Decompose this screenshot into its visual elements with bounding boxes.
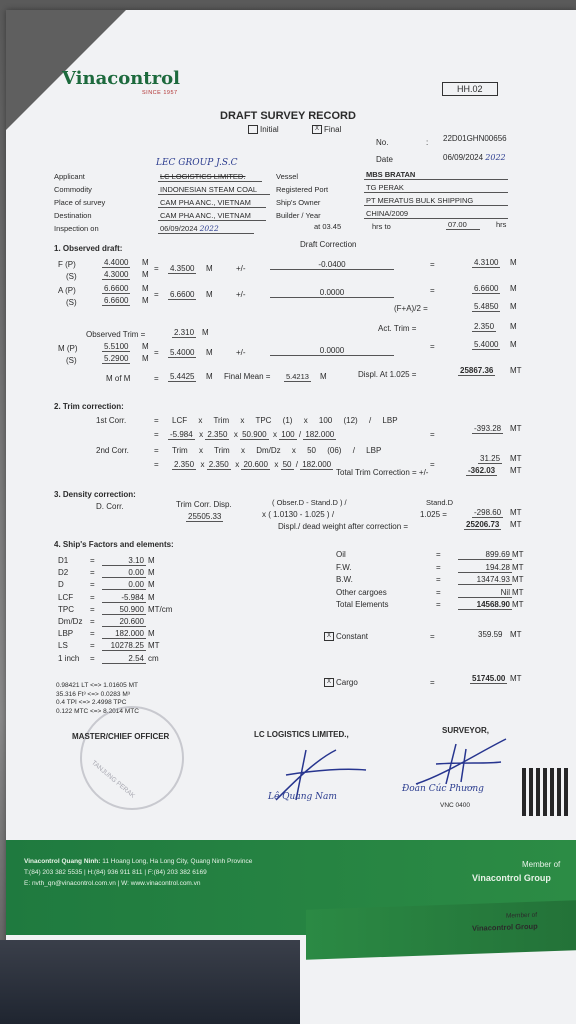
checkbox-icon (248, 125, 258, 134)
density-corr-label: D. Corr. (96, 502, 124, 511)
unit-m: M (206, 264, 213, 273)
act-trim-value: 2.350 (474, 322, 495, 331)
unit-m: M (320, 372, 327, 381)
factor-unit: MT (148, 641, 160, 651)
ms-label: (S) (66, 356, 77, 365)
equals-sign: = (436, 587, 441, 597)
factor-value: -5.984 (102, 593, 146, 603)
applicant-label: Applicant (54, 172, 85, 181)
observed-trim-label: Observed Trim = (86, 330, 146, 339)
equals-sign: = (154, 264, 159, 273)
equals-sign: = (430, 286, 435, 295)
first-correction-label: 1st Corr. (96, 416, 127, 425)
equals-sign: = (154, 290, 159, 299)
fp-label: F (P) (58, 260, 76, 269)
equals-sign: = (154, 374, 159, 383)
conversion-notes: 0.98421 LT <=> 1.01605 MT 35.316 Ft³ <=> 0.0283 M³ 0.4 TPI <=> 2.4998 TPC 0.122 MTC <=> 8.2014 MTC (56, 682, 139, 715)
mofm-label: M of M (106, 374, 131, 383)
density-formula-1: ( Obser.D - Stand.D ) / (272, 498, 347, 507)
ap-value: 6.6600 (104, 284, 129, 293)
footer-phones: T:(84) 203 382 5535 | H:(84) 936 911 811 | F:(84) 203 382 6169 (24, 869, 207, 876)
checkbox-checked-icon: X (312, 125, 322, 134)
factor-unit: M (148, 568, 155, 578)
aft-correction: 0.0000 (270, 288, 394, 298)
density-formula-3: x ( 1.0130 - 1.025 ) / (262, 510, 335, 519)
unit-m: M (142, 354, 149, 363)
ms-value: 5.2900 (104, 354, 129, 363)
footer-emails: E: nvth_qn@vinacontrol.com.vn | W: www.vinacontrol.com.vn (24, 880, 201, 887)
no-label: No. (376, 138, 389, 147)
owner-value: PT MERATUS BULK SHIPPING (364, 196, 508, 206)
unit-m: M (202, 328, 209, 337)
inspection-time-to: 07.00 (446, 220, 480, 230)
final-mean-label: Final Mean = (224, 372, 271, 381)
mp-value: 5.5100 (104, 342, 129, 351)
equals-sign: = (90, 617, 95, 626)
plus-minus: +/- (236, 348, 246, 357)
first-correction-header: LCF x Trim x TPC (1) x 100 (12) / LBP (172, 416, 398, 425)
unit-m: M (206, 372, 213, 381)
observed-trim-value: 2.310 (174, 328, 195, 337)
factor-value: 10278.25 (102, 641, 146, 651)
total-trim-value: -362.03 (468, 466, 496, 475)
unit-mt: MT (510, 466, 522, 475)
stamp-text: TANJUNG PERAK (90, 759, 136, 800)
factor-unit: M (148, 556, 155, 565)
element-key: Other cargoes (336, 587, 387, 597)
since-label: SINCE 1957 (142, 90, 178, 96)
factor-key: D1 (58, 556, 69, 565)
equals-sign: = (436, 562, 441, 572)
as-value: 6.6600 (104, 296, 129, 305)
factor-unit: M (148, 629, 155, 639)
equals-sign: = (430, 460, 435, 469)
act-trim-label: Act. Trim = (378, 324, 417, 333)
displacement-label: Displ. At 1.025 = (358, 370, 417, 379)
density-formula-4: 1.025 = (420, 510, 447, 519)
ap-label: A (P) (58, 286, 76, 295)
equals-sign: = (90, 592, 95, 602)
record-number: 22D01GHN00656 (443, 134, 507, 143)
unit-mt: MT (510, 520, 522, 529)
plus-minus: +/- (236, 290, 246, 299)
section-density-correction: 3. Density correction: (54, 490, 136, 499)
unit-m: M (206, 290, 213, 299)
factor-value: 182.000 (102, 629, 146, 639)
unit-m: M (142, 270, 149, 279)
equals-sign: = (430, 430, 435, 439)
lc-signature-label: LC LOGISTICS LIMITED., (254, 730, 349, 739)
mid-corrected: 5.4000 (474, 340, 499, 349)
first-correction-values: -5.984 x 2.350 x 50.900 x 100 / 182.000 (170, 430, 335, 439)
aft-corrected: 6.6600 (474, 284, 499, 293)
unit-m: M (510, 302, 517, 311)
factor-value: 0.00 (102, 568, 146, 578)
vessel-label: Vessel (276, 172, 299, 181)
unit-mt: MT (510, 674, 522, 683)
factor-value: 2.54 (102, 654, 146, 664)
place-label: Place of survey (54, 198, 106, 207)
applicant-handwritten: LEC GROUP J.S.C (156, 158, 238, 168)
member-label-lower: Member of (506, 911, 538, 920)
second-correction-header: Trim x Trim x Dm/Dz x 50 (06) / LBP (172, 446, 382, 455)
element-value: 13474.93 (458, 575, 512, 585)
unit-mt: MT (512, 587, 524, 597)
member-label: Member of (522, 860, 561, 869)
lc-signer-name: Lê Quang Nam (268, 792, 337, 802)
unit-m: M (206, 348, 213, 357)
factor-unit: M (148, 592, 155, 602)
checkbox-checked-icon: X (324, 678, 334, 687)
density-formula-2: Stand.D (426, 498, 454, 507)
element-value: 14568.90 (458, 600, 512, 610)
unit-m: M (510, 322, 517, 331)
equals-sign: = (154, 416, 159, 425)
footer-address: Vinacontrol Quang Ninh: 11 Hoang Long, Ha Long City, Quang Ninh Province (24, 858, 253, 865)
hrs-label: hrs (496, 220, 507, 229)
factor-value: 20.600 (102, 617, 146, 627)
unit-mt: MT (510, 508, 522, 517)
equals-sign: = (436, 600, 441, 609)
mid-mean: 5.4000 (170, 348, 195, 357)
unit-m: M (510, 284, 517, 293)
equals-sign: = (154, 460, 159, 469)
builder-label: Builder / Year (276, 211, 321, 220)
unit-m: M (510, 340, 517, 349)
inspection-label: Inspection on (54, 224, 99, 233)
unit-mt: MT (510, 424, 522, 433)
mid-correction: 0.0000 (270, 346, 394, 356)
factor-unit: cm (148, 653, 159, 663)
checkbox-checked-icon: X (324, 632, 334, 641)
forward-mean: 4.3500 (170, 264, 195, 273)
equals-sign: = (90, 556, 95, 565)
unit-mt: MT (512, 550, 524, 559)
destination-value: CAM PHA ANC., VIETNAM (158, 211, 266, 221)
port-value: TG PERAK (364, 183, 508, 193)
constant-value: 359.59 (478, 630, 503, 639)
equals-sign: = (90, 568, 95, 578)
form-code: HH.02 (442, 82, 498, 96)
trim-corr-disp-label: Trim Corr. Disp. (176, 500, 232, 509)
group-name-lower: Vinacontrol Group (472, 921, 538, 933)
factor-value: 50.900 (102, 605, 146, 615)
factor-unit: M (148, 580, 155, 590)
aft-mean: 6.6600 (170, 290, 195, 299)
mofm-value: 5.4425 (170, 372, 195, 381)
section-observed-draft: 1. Observed draft: (54, 244, 123, 253)
equals-sign: = (436, 550, 441, 559)
first-correction-result: -393.28 (474, 424, 502, 433)
unit-mt: MT (512, 575, 524, 584)
unit-m: M (510, 258, 517, 267)
factor-key: Dm/Dz (58, 617, 83, 626)
footer-band-lower (306, 900, 576, 959)
factor-key: LCF (58, 592, 74, 602)
second-correction-values: 2.350 x 2.350 x 20.600 x 50 / 182.000 (174, 460, 332, 469)
survey-document: Vinacontrol SINCE 1957 HH.02 DRAFT SURVEY RECORD Initial X Final No. : 22D01GHN00656 Date 06/09/2024 2022 Applicant Commodity Place of survey Destination Inspection on LEC GROUP J.S.C LC LOGISTICS LIMITED. INDONESIAN STEAM COAL CAM PHA ANC., VIETNAM CAM PHA ANC., VIETNAM 06/09/2024 2022 Vessel Registered Port Ship's Owner Builder / Year at 03.45 MBS BRATAN TG PERAK PT MERATUS BULK SHIPPING CHINA/2009 hrs to 07.00 hrs 1. Observed draft: Draft Correction F (P) (S) 4.4000 4.3000 M M = 4.3500 M +/- -0.0400 = 4.3100 M A (P) (S) 6.6600 6.6600 M M = 6.6600 M +/- 0.0000 = 6.6600 M (F+A)/2 = 5.4850 M Act. Trim = 2.350 M Observed Trim = 2.310 M M (P) (S) 5.5100 5.2900 M M = 5.4000 M +/- 0.0000 = 5.4000 M M of M = 5.4425 M Final Mean = 5.4213 M Displ. At 1.025 = 25867.36 MT 2. Trim correction: 1st Corr. = = LCF x Trim x TPC (1) x 100 (12) / LBP -5.984 x 2.350 x 50.900 x 100 / 182.000 = -393.28 MT 2nd Corr. = = Trim x Trim x Dm/Dz x 50 (06) / LBP 2.350 x 2.350 x 20.600 x 50 / 182.000 = 31.25 MT Total Trim Correction = +/- -362.03 MT 3. Density correction: D. Corr. Trim Corr. Disp. 25505.33 ( Obser.D - Stand.D ) / Stand.D x ( 1.0130 - 1.025 ) / 1.025 = -298.60 MT Displ./ dead weight after correction = 25206.73 MT 4. Ship's Factors and elements: D1 = 3.10 M D2 = 0.00 M D = 0.00 M LCF = -5.984 M TPC = 50.900 MT/cm Dm/Dz = 20.600 LBP = 182.000 M LS = 10278.25 MT 1 inch = 2.54 cm 0.98421 LT <=> 1.01605 MT 35.316 Ft³ <=> 0.0283 M³ 0.4 TPI <=> 2.4998 TPC 0.122 MTC <=> 8.2014 MTC Oil = 899.69 MT F.W. = 194.28 MT B.W. = 13474.93 MT Other cargoes = Nil MT Total Elements = 14568.90 MT X Constant = 359.59 MT X Cargo = 51745.00 MT TANJUNG PERAK MASTER/CHIEF OFFICER LC LOGISTICS LIMITED., SURVEYOR, Lê Quang Nam Đoàn Cúc Phương VNC 0400 Vinacontrol Quang Ninh: 11 Hoang Long, Ha Long City, Quang Ninh Province T:(84) 203 382 5535 | H:(84) 936 911 811 | F:(84) 203 382 6169 E: nvth_qn@vinacontrol.com.vn | W: www.vinacontrol.com.vn Member of Vinacontrol Group Member of Vinacontrol Group (6, 10, 576, 1024)
factor-key: 1 inch (58, 653, 80, 663)
cargo-label: X Cargo (324, 678, 358, 687)
unit-mt: MT (510, 630, 522, 639)
final-mean-value: 5.4213 (286, 372, 309, 381)
date-label: Date (376, 155, 393, 164)
equals-sign: = (154, 430, 159, 439)
element-key: F.W. (336, 562, 352, 572)
unit-m: M (142, 284, 149, 293)
commodity-label: Commodity (54, 185, 92, 194)
vessel-value: MBS BRATAN (364, 170, 508, 180)
plus-minus: +/- (236, 264, 246, 273)
page-title: DRAFT SURVEY RECORD (220, 110, 356, 122)
qr-code-icon (522, 768, 570, 816)
factor-key: D (58, 580, 64, 590)
group-name: Vinacontrol Group (472, 873, 551, 883)
unit-mt: MT (510, 366, 522, 375)
equals-sign: = (436, 575, 441, 584)
master-signature-label: MASTER/CHIEF OFFICER (72, 732, 170, 741)
destination-label: Destination (54, 211, 92, 220)
after-correction-value: 25206.73 (466, 520, 500, 529)
applicant-value: LC LOGISTICS LIMITED. (158, 172, 262, 182)
equals-sign: = (430, 260, 435, 269)
equals-sign: = (154, 348, 159, 357)
constant-label: X Constant (324, 632, 368, 641)
factor-key: D2 (58, 568, 69, 578)
unit-mt: MT (510, 454, 522, 463)
density-result: -298.60 (474, 508, 502, 517)
unit-m: M (142, 258, 149, 267)
element-value: 194.28 (458, 563, 512, 573)
section-trim-correction: 2. Trim correction: (54, 402, 124, 411)
surveyor-signature-label: SURVEYOR, (442, 726, 489, 735)
equals-sign: = (430, 342, 435, 351)
factor-value: 0.00 (102, 580, 146, 590)
equals-sign: = (90, 629, 95, 639)
equals-sign: = (90, 580, 95, 590)
surveyor-name: Đoàn Cúc Phương (402, 784, 484, 794)
vinacontrol-logo: Vinacontrol (62, 68, 180, 89)
forward-correction: -0.0400 (270, 260, 394, 270)
equals-sign: = (430, 632, 435, 641)
builder-value: CHINA/2009 (364, 209, 508, 219)
inspection-time-from: at 03.45 (314, 222, 342, 231)
hrs-to-label: hrs to (372, 222, 391, 231)
fs-label: (S) (66, 272, 77, 281)
element-value: 899.69 (458, 550, 512, 560)
second-correction-label: 2nd Corr. (96, 446, 129, 455)
fa2-value: 5.4850 (474, 302, 499, 311)
record-date: 06/09/2024 2022 (443, 153, 506, 162)
mp-label: M (P) (58, 344, 78, 353)
factor-key: TPC (58, 604, 74, 614)
forward-corrected: 4.3100 (474, 258, 499, 267)
equals-sign: = (90, 641, 95, 651)
factor-key: LBP (58, 629, 74, 639)
second-correction-result: 31.25 (480, 454, 501, 463)
option-initial: Initial (248, 125, 279, 134)
place-value: CAM PHA ANC., VIETNAM (158, 198, 266, 208)
equals-sign: = (90, 653, 95, 663)
unit-m: M (142, 342, 149, 351)
unit-m: M (142, 296, 149, 305)
factor-value: 3.10 (102, 556, 146, 566)
unit-mt: MT (512, 562, 524, 572)
after-correction-label: Displ./ dead weight after correction = (278, 522, 409, 531)
unit-mt: MT (512, 600, 524, 609)
equals-sign: = (90, 604, 95, 614)
element-key: Total Elements (336, 600, 389, 609)
element-key: B.W. (336, 575, 353, 584)
trim-corr-disp-value: 25505.33 (188, 512, 222, 521)
cargo-value: 51745.00 (472, 674, 506, 683)
commodity-value: INDONESIAN STEAM COAL (158, 185, 270, 195)
total-trim-label: Total Trim Correction = +/- (336, 468, 429, 477)
fa2-label: (F+A)/2 = (394, 304, 428, 313)
equals-sign: = (154, 446, 159, 455)
fp-value: 4.4000 (104, 258, 129, 267)
owner-label: Ship's Owner (276, 198, 321, 207)
fs-value: 4.3000 (104, 270, 129, 279)
inspection-value: 06/09/2024 2022 (158, 224, 254, 234)
background-lap (0, 940, 300, 1024)
factor-key: LS (58, 641, 68, 651)
element-key: Oil (336, 550, 346, 559)
option-final: X Final (312, 125, 341, 134)
displacement-value: 25867.36 (460, 366, 494, 375)
port-label: Registered Port (276, 185, 329, 194)
as-label: (S) (66, 298, 77, 307)
section-ships-factors: 4. Ship's Factors and elements: (54, 540, 174, 549)
draft-correction-heading: Draft Correction (300, 240, 357, 249)
factor-unit: MT/cm (148, 604, 173, 614)
element-value: Nil (458, 588, 512, 598)
surveyor-code: VNC 0400 (440, 802, 470, 809)
equals-sign: = (430, 678, 435, 687)
